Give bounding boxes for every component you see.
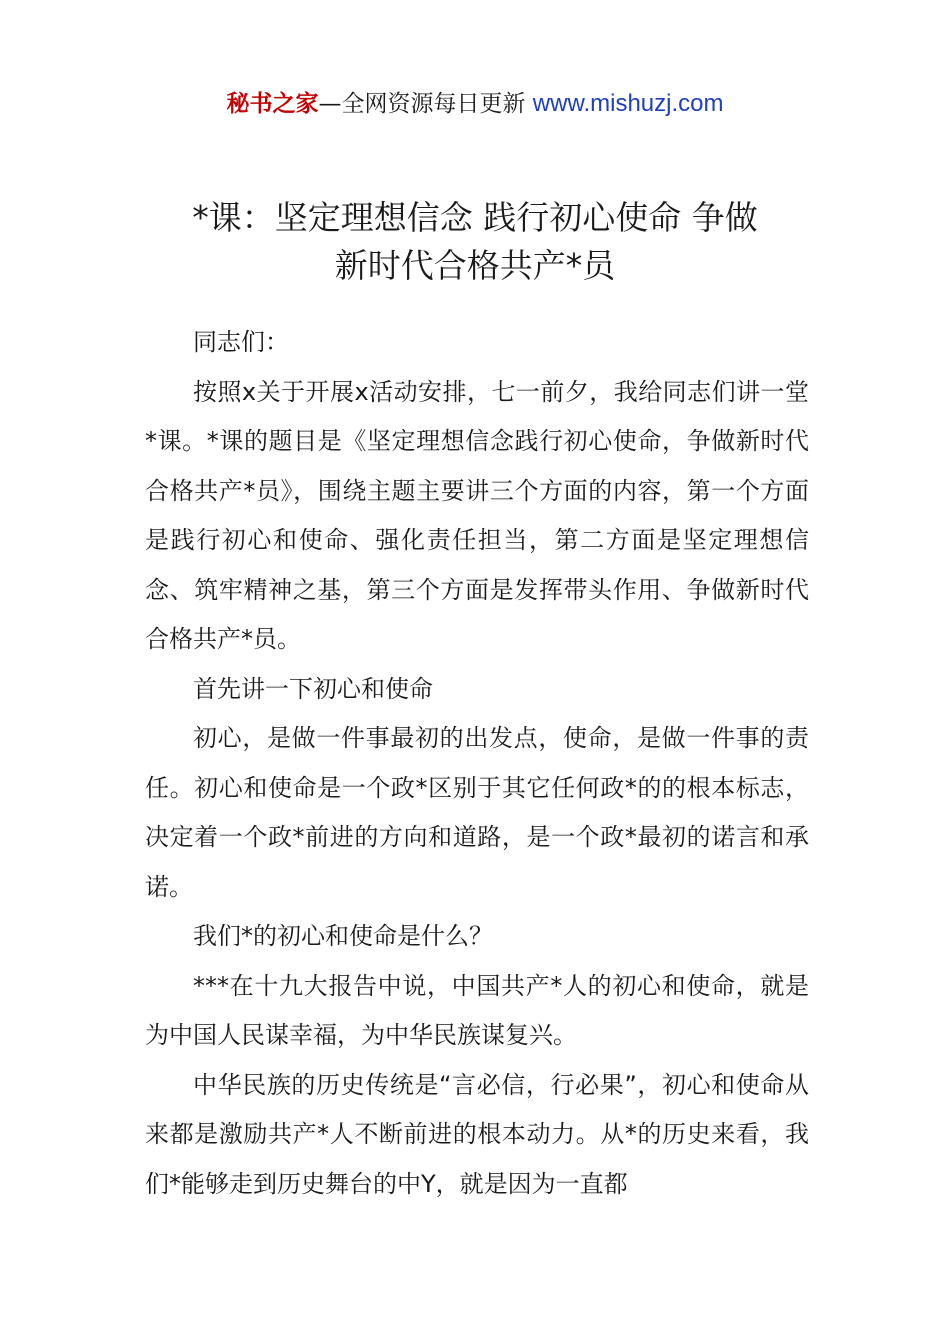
body-paragraph: 初心，是做一件事最初的出发点，使命，是做一件事的责任。初心和使命是一个政*区别于其它任何政*的的根本标志，决定着一个政*前进的方向和道路，是一个政*最初的诺言和承诺。: [145, 724, 809, 901]
title-line-2: 新时代合格共产*员: [334, 246, 616, 285]
body-question: 我们*的初心和使命是什么？: [193, 922, 493, 950]
body-paragraph: 中华民族的历史传统是“言必信，行必果”，初心和使命从来都是激励共产*人不断前进的根本动力。从*的历史来看，我们*能够走到历史舞台的中Y，就是因为一直都: [145, 1070, 809, 1198]
section-heading: 首先讲一下初心和使命: [193, 674, 433, 703]
title-line-1: *课：坚定理想信念 践行初心使命 争做: [192, 198, 758, 237]
brand-name: 秘书之家: [226, 91, 319, 117]
header-tagline: —全网资源每日更新: [318, 91, 533, 117]
body-paragraph: 按照x关于开展x活动安排，七一前夕，我给同志们讲一堂*课。*课的题目是《坚定理想信念践行初心使命，争做新时代合格共产*员》，围绕主题主要讲三个方面的内容，第一个方面是践行初心和使命、强化责任担当，第二方面是坚定理想信念、筑牢精神之基，第三个方面是发挥带头作用、争做新时代合格共产*员。: [145, 377, 809, 653]
body-paragraph: ***在十九大报告中说，中国共产*人的初心和使命，就是为中国人民谋幸福，为中华民族谋复兴。: [145, 971, 809, 1049]
salutation: 同志们：: [193, 328, 289, 356]
document-title: [0, 194, 950, 290]
site-header: [0, 86, 950, 122]
document-body: [145, 318, 809, 1209]
site-url-link[interactable]: www.mishuzj.com: [532, 90, 724, 117]
